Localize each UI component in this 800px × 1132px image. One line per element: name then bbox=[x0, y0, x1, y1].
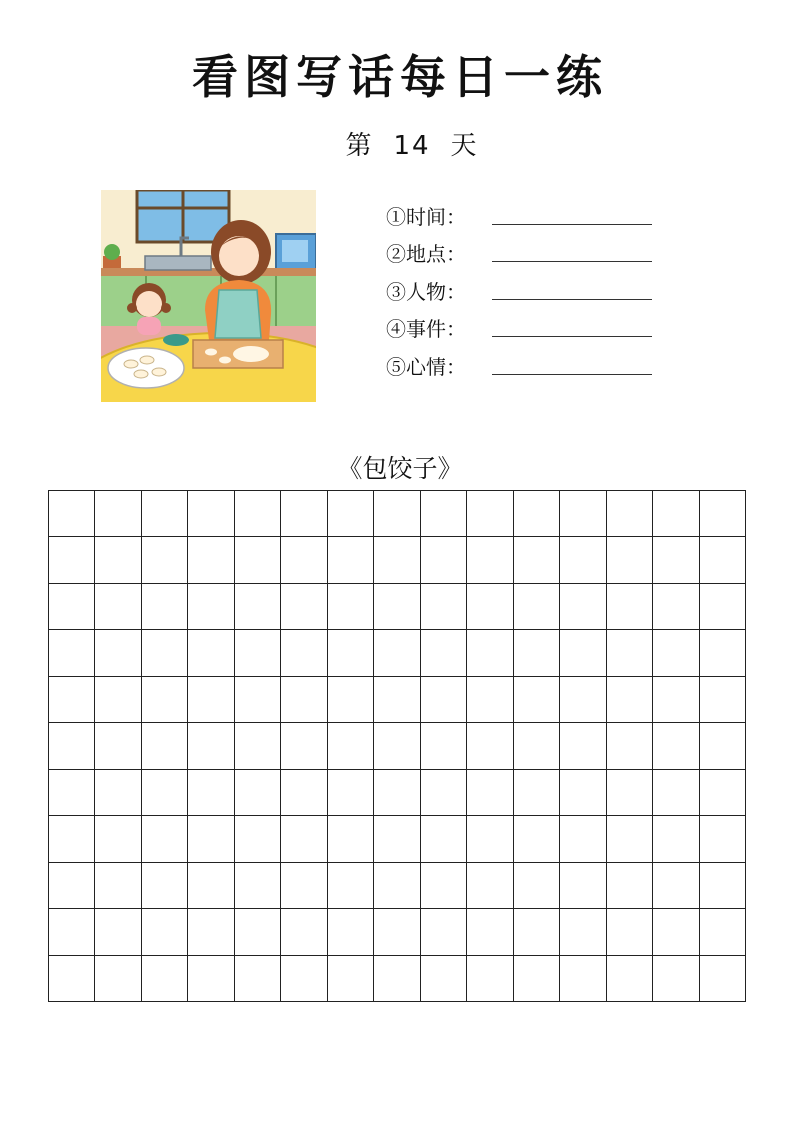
grid-cell[interactable] bbox=[95, 537, 141, 583]
grid-cell[interactable] bbox=[700, 909, 746, 955]
grid-cell[interactable] bbox=[281, 584, 327, 630]
grid-cell[interactable] bbox=[328, 863, 374, 909]
grid-cell[interactable] bbox=[653, 770, 699, 816]
grid-cell[interactable] bbox=[421, 863, 467, 909]
grid-cell[interactable] bbox=[188, 956, 234, 1002]
grid-cell[interactable] bbox=[560, 584, 606, 630]
grid-cell[interactable] bbox=[142, 537, 188, 583]
grid-cell[interactable] bbox=[560, 491, 606, 537]
grid-cell[interactable] bbox=[467, 630, 513, 676]
grid-cell[interactable] bbox=[235, 956, 281, 1002]
grid-cell[interactable] bbox=[142, 630, 188, 676]
grid-cell[interactable] bbox=[607, 863, 653, 909]
grid-cell[interactable] bbox=[142, 584, 188, 630]
grid-cell[interactable] bbox=[514, 723, 560, 769]
grid-cell[interactable] bbox=[95, 863, 141, 909]
answer-line-time[interactable] bbox=[492, 224, 652, 225]
grid-cell[interactable] bbox=[700, 770, 746, 816]
grid-cell[interactable] bbox=[49, 677, 95, 723]
grid-cell[interactable] bbox=[374, 863, 420, 909]
prompt-label: ⑤心情： bbox=[386, 354, 466, 379]
grid-cell[interactable] bbox=[700, 677, 746, 723]
grid-cell[interactable] bbox=[142, 863, 188, 909]
grid-cell[interactable] bbox=[188, 909, 234, 955]
grid-cell[interactable] bbox=[560, 537, 606, 583]
grid-cell[interactable] bbox=[514, 956, 560, 1002]
grid-cell[interactable] bbox=[421, 770, 467, 816]
grid-cell[interactable] bbox=[49, 584, 95, 630]
grid-cell[interactable] bbox=[281, 863, 327, 909]
grid-cell[interactable] bbox=[607, 584, 653, 630]
grid-cell[interactable] bbox=[281, 537, 327, 583]
grid-cell[interactable] bbox=[188, 770, 234, 816]
grid-cell[interactable] bbox=[421, 723, 467, 769]
grid-cell[interactable] bbox=[653, 909, 699, 955]
grid-cell[interactable] bbox=[700, 537, 746, 583]
grid-cell[interactable] bbox=[95, 491, 141, 537]
prompt-event bbox=[386, 306, 666, 344]
grid-cell[interactable] bbox=[281, 770, 327, 816]
prompt-label: ③人物： bbox=[386, 279, 466, 304]
grid-cell[interactable] bbox=[514, 630, 560, 676]
grid-cell[interactable] bbox=[49, 537, 95, 583]
grid-cell[interactable] bbox=[467, 537, 513, 583]
day-prefix: 第 bbox=[345, 131, 374, 161]
grid-cell[interactable] bbox=[653, 491, 699, 537]
grid-cell[interactable] bbox=[235, 909, 281, 955]
grid-cell[interactable] bbox=[188, 630, 234, 676]
day-suffix: 天 bbox=[450, 131, 479, 161]
grid-cell[interactable] bbox=[467, 816, 513, 862]
answer-line-place[interactable] bbox=[492, 261, 652, 262]
grid-cell[interactable] bbox=[607, 630, 653, 676]
grid-cell[interactable] bbox=[421, 956, 467, 1002]
grid-cell[interactable] bbox=[560, 723, 606, 769]
grid-cell[interactable] bbox=[421, 816, 467, 862]
grid-cell[interactable] bbox=[328, 816, 374, 862]
grid-cell[interactable] bbox=[374, 537, 420, 583]
prompt-list bbox=[386, 193, 666, 381]
grid-cell[interactable] bbox=[560, 816, 606, 862]
grid-cell[interactable] bbox=[374, 909, 420, 955]
answer-line-event[interactable] bbox=[492, 336, 652, 337]
grid-cell[interactable] bbox=[235, 677, 281, 723]
grid-cell[interactable] bbox=[514, 816, 560, 862]
grid-cell[interactable] bbox=[467, 909, 513, 955]
grid-cell[interactable] bbox=[560, 909, 606, 955]
grid-cell[interactable] bbox=[142, 816, 188, 862]
grid-cell[interactable] bbox=[700, 584, 746, 630]
grid-cell[interactable] bbox=[281, 677, 327, 723]
grid-cell[interactable] bbox=[560, 863, 606, 909]
grid-cell[interactable] bbox=[142, 491, 188, 537]
grid-cell[interactable] bbox=[421, 491, 467, 537]
grid-cell[interactable] bbox=[514, 677, 560, 723]
kitchen-dumpling-illustration bbox=[101, 190, 316, 402]
grid-cell[interactable] bbox=[95, 677, 141, 723]
grid-cell[interactable] bbox=[235, 491, 281, 537]
grid-cell[interactable] bbox=[467, 677, 513, 723]
grid-cell[interactable] bbox=[328, 956, 374, 1002]
grid-cell[interactable] bbox=[235, 537, 281, 583]
grid-cell[interactable] bbox=[142, 723, 188, 769]
prompt-mood bbox=[386, 343, 666, 381]
grid-cell[interactable] bbox=[328, 909, 374, 955]
grid-cell[interactable] bbox=[514, 909, 560, 955]
grid-cell[interactable] bbox=[188, 584, 234, 630]
grid-cell[interactable] bbox=[328, 770, 374, 816]
grid-cell[interactable] bbox=[49, 956, 95, 1002]
grid-cell[interactable] bbox=[95, 909, 141, 955]
grid-cell[interactable] bbox=[467, 491, 513, 537]
grid-cell[interactable] bbox=[95, 630, 141, 676]
grid-cell[interactable] bbox=[467, 723, 513, 769]
prompt-place bbox=[386, 231, 666, 269]
grid-cell[interactable] bbox=[95, 770, 141, 816]
grid-cell[interactable] bbox=[467, 863, 513, 909]
grid-cell[interactable] bbox=[95, 816, 141, 862]
grid-cell[interactable] bbox=[421, 537, 467, 583]
grid-cell[interactable] bbox=[514, 537, 560, 583]
grid-cell[interactable] bbox=[328, 584, 374, 630]
writing-grid[interactable] bbox=[48, 490, 746, 1002]
grid-cell[interactable] bbox=[235, 630, 281, 676]
grid-cell[interactable] bbox=[374, 956, 420, 1002]
prompt-time bbox=[386, 193, 666, 231]
grid-cell[interactable] bbox=[49, 863, 95, 909]
grid-cell[interactable] bbox=[95, 723, 141, 769]
grid-cell[interactable] bbox=[374, 630, 420, 676]
grid-cell[interactable] bbox=[374, 584, 420, 630]
grid-cell[interactable] bbox=[607, 816, 653, 862]
day-number: 14 bbox=[393, 131, 431, 161]
grid-cell[interactable] bbox=[281, 909, 327, 955]
grid-cell[interactable] bbox=[374, 770, 420, 816]
grid-cell[interactable] bbox=[560, 630, 606, 676]
grid-cell[interactable] bbox=[700, 863, 746, 909]
grid-cell[interactable] bbox=[281, 491, 327, 537]
prompt-label: ②地点： bbox=[386, 242, 466, 266]
grid-cell[interactable] bbox=[514, 770, 560, 816]
answer-line-people[interactable] bbox=[492, 299, 652, 300]
grid-cell[interactable] bbox=[281, 723, 327, 769]
grid-cell[interactable] bbox=[374, 723, 420, 769]
grid-cell[interactable] bbox=[328, 537, 374, 583]
essay-title: 《包饺子》 bbox=[337, 454, 463, 483]
grid-cell[interactable] bbox=[514, 491, 560, 537]
grid-cell[interactable] bbox=[95, 956, 141, 1002]
grid-cell[interactable] bbox=[700, 816, 746, 862]
grid-cell[interactable] bbox=[49, 816, 95, 862]
grid-cell[interactable] bbox=[700, 491, 746, 537]
grid-cell[interactable] bbox=[188, 723, 234, 769]
grid-cell[interactable] bbox=[49, 909, 95, 955]
grid-cell[interactable] bbox=[281, 816, 327, 862]
grid-cell[interactable] bbox=[49, 723, 95, 769]
grid-cell[interactable] bbox=[653, 630, 699, 676]
grid-cell[interactable] bbox=[467, 956, 513, 1002]
grid-cell[interactable] bbox=[653, 677, 699, 723]
grid-cell[interactable] bbox=[95, 584, 141, 630]
grid-cell[interactable] bbox=[700, 723, 746, 769]
grid-cell[interactable] bbox=[235, 584, 281, 630]
grid-cell[interactable] bbox=[607, 537, 653, 583]
grid-cell[interactable] bbox=[235, 723, 281, 769]
grid-cell[interactable] bbox=[421, 584, 467, 630]
grid-cell[interactable] bbox=[142, 909, 188, 955]
grid-cell[interactable] bbox=[514, 863, 560, 909]
answer-line-mood[interactable] bbox=[492, 374, 652, 375]
grid-cell[interactable] bbox=[49, 630, 95, 676]
grid-cell[interactable] bbox=[328, 677, 374, 723]
page-title: 看图写话每日一练 bbox=[192, 50, 608, 104]
grid-cell[interactable] bbox=[607, 677, 653, 723]
grid-cell[interactable] bbox=[281, 630, 327, 676]
grid-cell[interactable] bbox=[328, 630, 374, 676]
grid-cell[interactable] bbox=[421, 677, 467, 723]
grid-cell[interactable] bbox=[421, 909, 467, 955]
grid-cell[interactable] bbox=[607, 723, 653, 769]
grid-cell[interactable] bbox=[653, 863, 699, 909]
grid-cell[interactable] bbox=[560, 956, 606, 1002]
grid-cell[interactable] bbox=[49, 491, 95, 537]
grid-cell[interactable] bbox=[514, 584, 560, 630]
grid-cell[interactable] bbox=[700, 630, 746, 676]
grid-cell[interactable] bbox=[328, 491, 374, 537]
grid-cell[interactable] bbox=[467, 770, 513, 816]
grid-cell[interactable] bbox=[188, 816, 234, 862]
grid-cell[interactable] bbox=[374, 491, 420, 537]
grid-cell[interactable] bbox=[700, 956, 746, 1002]
grid-cell[interactable] bbox=[374, 816, 420, 862]
grid-cell[interactable] bbox=[235, 863, 281, 909]
grid-cell[interactable] bbox=[49, 770, 95, 816]
grid-cell[interactable] bbox=[421, 630, 467, 676]
grid-cell[interactable] bbox=[281, 956, 327, 1002]
grid-cell[interactable] bbox=[142, 956, 188, 1002]
grid-cell[interactable] bbox=[607, 909, 653, 955]
day-label bbox=[0, 126, 800, 166]
prompt-label: ①时间： bbox=[386, 204, 466, 229]
grid-cell[interactable] bbox=[653, 537, 699, 583]
grid-cell[interactable] bbox=[607, 770, 653, 816]
grid-cell[interactable] bbox=[653, 816, 699, 862]
grid-cell[interactable] bbox=[328, 723, 374, 769]
grid-cell[interactable] bbox=[653, 723, 699, 769]
grid-cell[interactable] bbox=[653, 584, 699, 630]
prompt-label: ④事件： bbox=[386, 317, 466, 341]
grid-cell[interactable] bbox=[188, 863, 234, 909]
grid-cell[interactable] bbox=[560, 770, 606, 816]
grid-cell[interactable] bbox=[142, 770, 188, 816]
grid-cell[interactable] bbox=[560, 677, 606, 723]
grid-cell[interactable] bbox=[607, 491, 653, 537]
grid-cell[interactable] bbox=[188, 677, 234, 723]
grid-cell[interactable] bbox=[653, 956, 699, 1002]
grid-cell[interactable] bbox=[188, 537, 234, 583]
grid-cell[interactable] bbox=[467, 584, 513, 630]
grid-cell[interactable] bbox=[235, 816, 281, 862]
kitchen-dumpling-scene-icon bbox=[101, 190, 316, 402]
grid-cell[interactable] bbox=[235, 770, 281, 816]
prompt-people bbox=[386, 268, 666, 306]
grid-cell[interactable] bbox=[142, 677, 188, 723]
grid-cell[interactable] bbox=[607, 956, 653, 1002]
grid-cell[interactable] bbox=[188, 491, 234, 537]
grid-cell[interactable] bbox=[374, 677, 420, 723]
